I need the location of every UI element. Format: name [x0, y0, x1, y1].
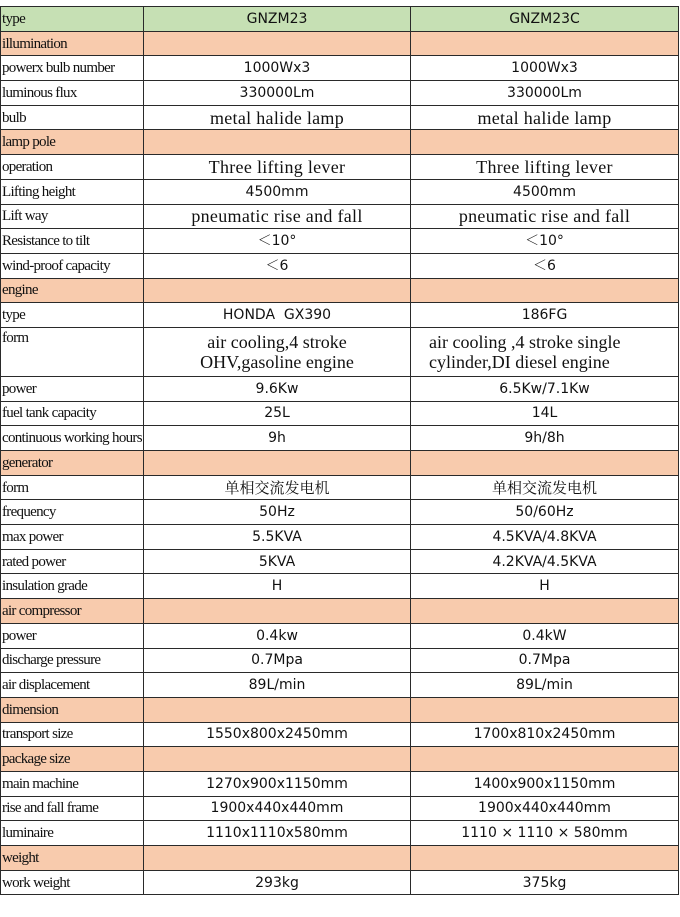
- cell-b: ＜10°: [411, 229, 679, 254]
- row-air-displacement: [1, 673, 679, 698]
- cell-a: ＜10°: [144, 229, 411, 254]
- cell-b: 0.4kW: [411, 623, 679, 648]
- header-label: type: [1, 7, 144, 32]
- row-label: main machine: [1, 771, 144, 796]
- cell-a: HONDA GX390: [144, 303, 411, 328]
- cell-b: 1110 × 1110 × 580mm: [411, 821, 679, 846]
- cell-a: [144, 327, 411, 376]
- section-lamp-pole: [1, 130, 679, 155]
- row-label: form: [1, 327, 144, 376]
- row-lifting-height: [1, 179, 679, 204]
- section-air-compressor: [1, 599, 679, 624]
- row-compressor-power: [1, 623, 679, 648]
- section-weight: [1, 846, 679, 871]
- row-engine-form: [1, 327, 679, 376]
- cell-a: pneumatic rise and fall: [144, 204, 411, 229]
- cell-a: metal halide lamp: [144, 105, 411, 130]
- row-frequency: [1, 500, 679, 525]
- section-engine: [1, 278, 679, 303]
- cell-b: 186FG: [411, 303, 679, 328]
- row-lift-way: [1, 204, 679, 229]
- section-title: package size: [1, 747, 144, 772]
- row-label: continuous working hours: [1, 426, 144, 451]
- cell-a: 50Hz: [144, 500, 411, 525]
- cell-b: 330000Lm: [411, 81, 679, 106]
- cell-a: 单相交流发电机: [144, 475, 411, 500]
- row-label: max power: [1, 525, 144, 550]
- row-label: air displacement: [1, 673, 144, 698]
- cell-a: 1550x800x2450mm: [144, 722, 411, 747]
- cell-a: 0.4kw: [144, 623, 411, 648]
- row-operation: [1, 155, 679, 180]
- cell-b: 50/60Hz: [411, 500, 679, 525]
- section-dimension: [1, 697, 679, 722]
- row-label: Lift way: [1, 204, 144, 229]
- cell-b: 9h/8h: [411, 426, 679, 451]
- cell-b: 1400x900x1150mm: [411, 771, 679, 796]
- row-rise-fall-frame: [1, 796, 679, 821]
- cell-b: pneumatic rise and fall: [411, 204, 679, 229]
- row-main-machine: [1, 771, 679, 796]
- row-label: Resistance to tilt: [1, 229, 144, 254]
- section-title: dimension: [1, 697, 144, 722]
- spec-table: [0, 6, 679, 895]
- row-bulb: [1, 105, 679, 130]
- row-discharge-pressure: [1, 648, 679, 673]
- row-generator-form: [1, 475, 679, 500]
- section-title: weight: [1, 846, 144, 871]
- row-label: power: [1, 623, 144, 648]
- row-max-power: [1, 525, 679, 550]
- row-insulation: [1, 574, 679, 599]
- cell-b: 1000Wx3: [411, 56, 679, 81]
- cell-b: H: [411, 574, 679, 599]
- cell-b: metal halide lamp: [411, 105, 679, 130]
- cell-a: 1000Wx3: [144, 56, 411, 81]
- cell-a: 0.7Mpa: [144, 648, 411, 673]
- cell-b: 0.7Mpa: [411, 648, 679, 673]
- row-label: discharge pressure: [1, 648, 144, 673]
- cell-b-line1: air cooling ,4 stroke single: [429, 331, 621, 352]
- row-working-hours: [1, 426, 679, 451]
- cell-a-line2: OHV,gasoline engine: [200, 351, 354, 372]
- row-resistance-tilt: [1, 229, 679, 254]
- cell-b: ＜6: [411, 253, 679, 278]
- cell-a: 4500mm: [144, 179, 411, 204]
- row-label: wind-proof capacity: [1, 253, 144, 278]
- cell-a-line1: air cooling,4 stroke: [207, 331, 347, 352]
- cell-b: 4.5KVA/4.8KVA: [411, 525, 679, 550]
- row-label: fuel tank capacity: [1, 401, 144, 426]
- cell-a: 1270x900x1150mm: [144, 771, 411, 796]
- row-label: powerx bulb number: [1, 56, 144, 81]
- cell-b: 6.5Kw/7.1Kw: [411, 376, 679, 401]
- row-label: frequency: [1, 500, 144, 525]
- row-label: transport size: [1, 722, 144, 747]
- cell-b: 4500mm: [411, 179, 679, 204]
- cell-b: 89L/min: [411, 673, 679, 698]
- cell-b: 14L: [411, 401, 679, 426]
- row-work-weight: [1, 870, 679, 895]
- cell-a: 5KVA: [144, 549, 411, 574]
- section-title: engine: [1, 278, 144, 303]
- cell-a: H: [144, 574, 411, 599]
- row-engine-power: [1, 376, 679, 401]
- cell-a: 293kg: [144, 870, 411, 895]
- row-label: luminaire: [1, 821, 144, 846]
- row-rated-power: [1, 549, 679, 574]
- row-wind-proof: [1, 253, 679, 278]
- row-engine-type: [1, 303, 679, 328]
- row-label: operation: [1, 155, 144, 180]
- section-generator: [1, 451, 679, 476]
- cell-b: 375kg: [411, 870, 679, 895]
- row-label: form: [1, 475, 144, 500]
- row-label: luminous flux: [1, 81, 144, 106]
- cell-a: 9h: [144, 426, 411, 451]
- cell-a: 25L: [144, 401, 411, 426]
- cell-a: 330000Lm: [144, 81, 411, 106]
- row-label: work weight: [1, 870, 144, 895]
- model-a-header: GNZM23: [144, 7, 411, 32]
- row-luminaire: [1, 821, 679, 846]
- section-title: illumination: [1, 31, 144, 56]
- row-label: power: [1, 376, 144, 401]
- cell-b: 4.2KVA/4.5KVA: [411, 549, 679, 574]
- row-transport-size: [1, 722, 679, 747]
- row-label: Lifting height: [1, 179, 144, 204]
- cell-a: 1110x1110x580mm: [144, 821, 411, 846]
- cell-a: ＜6: [144, 253, 411, 278]
- cell-b: 1900x440x440mm: [411, 796, 679, 821]
- header-row: [1, 7, 679, 32]
- section-package-size: [1, 747, 679, 772]
- cell-a: 9.6Kw: [144, 376, 411, 401]
- cell-a: Three lifting lever: [144, 155, 411, 180]
- section-title: air compressor: [1, 599, 144, 624]
- cell-a: 89L/min: [144, 673, 411, 698]
- model-b-header: GNZM23C: [411, 7, 679, 32]
- row-label: bulb: [1, 105, 144, 130]
- row-label: rise and fall frame: [1, 796, 144, 821]
- cell-b: [411, 327, 679, 376]
- row-label: rated power: [1, 549, 144, 574]
- cell-b: 单相交流发电机: [411, 475, 679, 500]
- cell-b: Three lifting lever: [411, 155, 679, 180]
- row-fuel-tank: [1, 401, 679, 426]
- cell-b-line2: cylinder,DI diesel engine: [429, 351, 610, 372]
- cell-a: 1900x440x440mm: [144, 796, 411, 821]
- cell-b: 1700x810x2450mm: [411, 722, 679, 747]
- row-label: type: [1, 303, 144, 328]
- section-title: generator: [1, 451, 144, 476]
- section-illumination: [1, 31, 679, 56]
- section-title: lamp pole: [1, 130, 144, 155]
- row-label: insulation grade: [1, 574, 144, 599]
- row-luminous-flux: [1, 81, 679, 106]
- cell-a: 5.5KVA: [144, 525, 411, 550]
- row-power-bulbs: [1, 56, 679, 81]
